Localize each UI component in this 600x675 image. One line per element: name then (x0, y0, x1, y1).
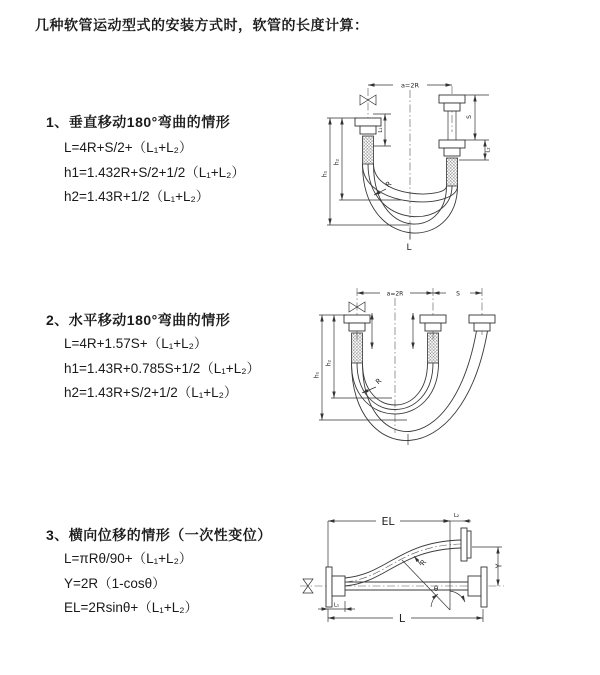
flange (481, 567, 487, 607)
formula-line: EL=2Rsinθ+（L₁+L₂） (64, 600, 198, 615)
hex-nut (332, 576, 345, 596)
dim-label-h2: h₂ (333, 158, 341, 166)
hose-curve (345, 548, 461, 586)
dim-label-l2: L₂ (485, 147, 492, 153)
hex-nut (474, 323, 490, 331)
angle-arc (450, 591, 465, 602)
formula-line: L=4R+1.57S+（L₁+L₂） (64, 336, 208, 351)
dim-label-l2: L₂ (453, 513, 460, 519)
dim-label-el: EL (381, 515, 395, 528)
dim-label-a2r: a=2R (386, 290, 404, 298)
braided-hose-end (352, 333, 363, 363)
hose-curve (363, 363, 428, 405)
dim-label-l1: L₁ (378, 127, 384, 133)
dim-label-y: Y (494, 563, 504, 569)
formula-line: h2=1.43R+S/2+1/2（L₁+L₂） (64, 385, 238, 400)
flange (420, 315, 446, 323)
dim-label-r: R (418, 558, 429, 568)
dim-label-h1: h₁ (313, 371, 321, 379)
dim-label-r: R (374, 376, 384, 387)
hex-nut (468, 576, 481, 596)
page-title: 几种软管运动型式的安装方式时，软管的长度计算： (35, 17, 369, 33)
dim-label-theta: θ (433, 585, 439, 593)
dim-label-s: S (456, 290, 460, 298)
radius-construction-line (402, 560, 450, 610)
section-2-formulas (64, 332, 260, 406)
hex-nut (444, 148, 460, 156)
section-1-formulas (64, 136, 245, 210)
flange (461, 528, 467, 561)
section-3-heading: 3、横向位移的情形（一次性变位） (46, 527, 272, 543)
formula-line: h1=1.43R+0.785S+1/2（L₁+L₂） (64, 360, 260, 376)
formula-line: Y=2R（1-cosθ） (64, 575, 166, 591)
dim-label-a2r: a=2R (400, 81, 420, 90)
formula-line: L=πRθ/90+（L₁+L₂） (64, 551, 193, 566)
dim-label-h2: h₂ (325, 359, 333, 367)
section-3-formulas (64, 547, 198, 621)
dim-label-r: R (384, 179, 394, 190)
leader-line (362, 387, 376, 393)
flange (355, 118, 381, 126)
dim-label-s: S (466, 115, 473, 119)
section-2-heading: 2、水平移动180°弯曲的情形 (46, 312, 231, 328)
braided-hose-end (447, 158, 458, 186)
flange (439, 95, 465, 103)
braided-hose-end (428, 333, 439, 363)
formula-line: h1=1.432R+S/2+1/2（L₁+L₂） (64, 164, 245, 180)
dim-label-l: L (398, 612, 406, 625)
braided-hose-end (363, 136, 374, 164)
dim-label-h1: h₁ (321, 170, 329, 178)
diagram-horizontal-180-bend (312, 283, 574, 453)
dim-label-l: L (406, 243, 412, 253)
hex-nut (360, 126, 376, 134)
flange (344, 315, 370, 323)
diagram-vertical-180-bend (313, 72, 573, 262)
section-1-heading: 1、垂直移动180°弯曲的情形 (46, 114, 231, 130)
extension-line (328, 521, 450, 610)
extension-line (459, 95, 489, 160)
flange (326, 567, 332, 607)
hex-nut (425, 323, 441, 331)
extension-line (328, 609, 483, 622)
formula-line: h2=1.43R+1/2（L₁+L₂） (64, 189, 210, 204)
flange (469, 315, 495, 323)
diagram-lateral-displacement (298, 505, 600, 665)
formula-line: L=4R+S/2+（L₁+L₂） (64, 140, 193, 155)
hex-nut (349, 323, 365, 331)
flange-plate (467, 531, 471, 558)
dim-label-l1: L₁ (333, 602, 340, 609)
flange (439, 140, 465, 148)
hex-nut (444, 103, 460, 111)
